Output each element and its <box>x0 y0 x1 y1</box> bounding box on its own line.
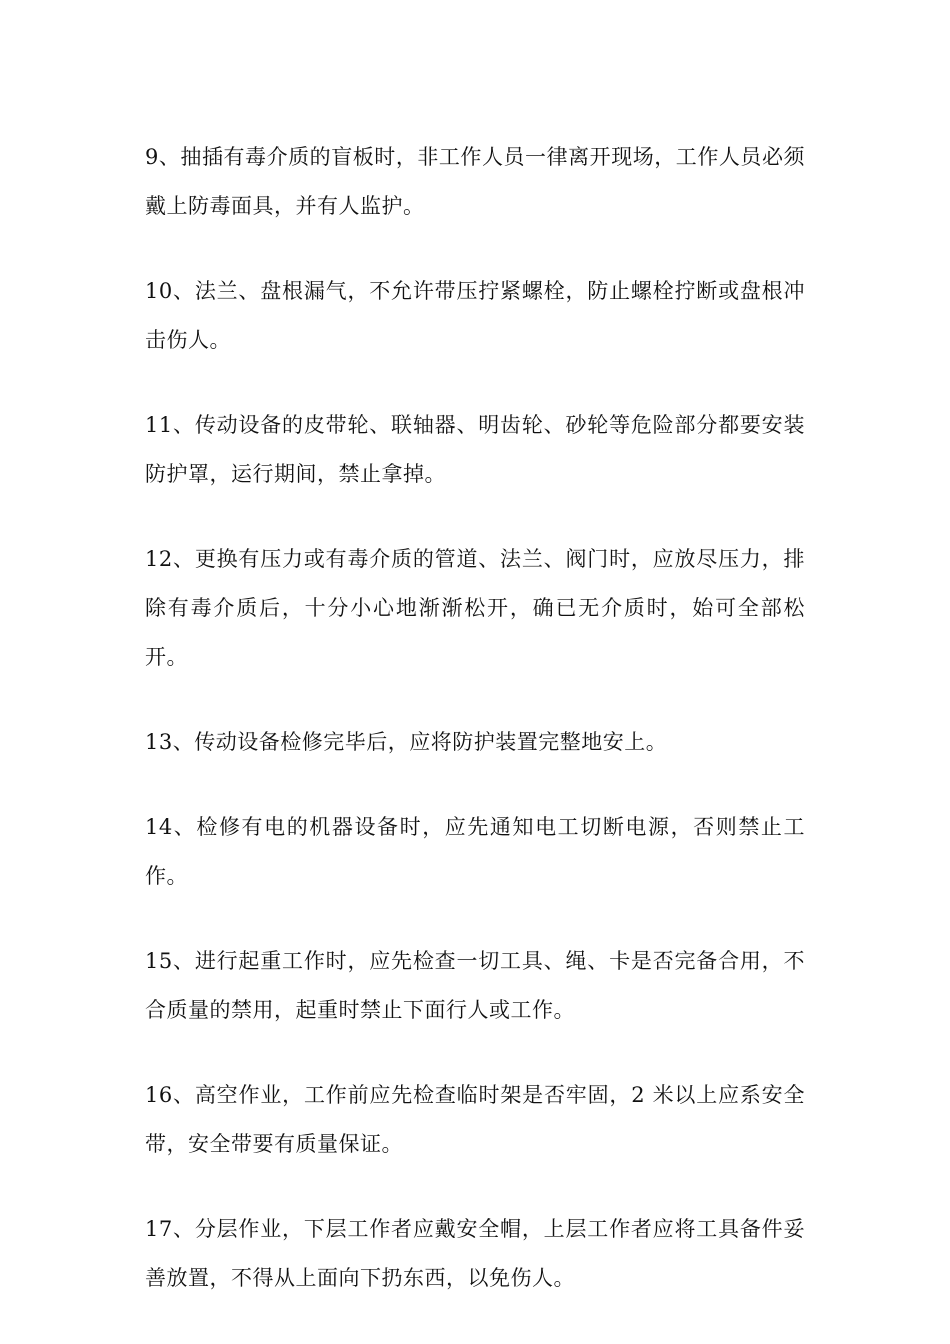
paragraph-10: 10、法兰、盘根漏气，不允许带压拧紧螺栓，防止螺栓拧断或盘根冲击伤人。 <box>145 279 805 352</box>
paragraph-9: 9、抽插有毒介质的盲板时，非工作人员一律离开现场，工作人员必须戴上防毒面具，并有人监护。 <box>145 145 805 218</box>
paragraph-13: 13、传动设备检修完毕后，应将防护装置完整地安上。 <box>145 730 668 754</box>
paragraph-12: 12、更换有压力或有毒介质的管道、法兰、阀门时，应放尽压力，排除有毒介质后，十分小心地渐渐松开，确已无介质时，始可全部松开。 <box>145 547 805 669</box>
paragraph-16: 16、高空作业，工作前应先检查临时架是否牢固，2 米以上应系安全带，安全带要有质量保证。 <box>145 1083 805 1156</box>
document-body <box>145 133 805 1339</box>
paragraph-17: 17、分层作业，下层工作者应戴安全帽，上层工作者应将工具备件妥善放置，不得从上面向下扔东西，以免伤人。 <box>145 1217 805 1290</box>
paragraph-11: 11、传动设备的皮带轮、联轴器、明齿轮、砂轮等危险部分都要安装防护罩，运行期间，禁止拿掉。 <box>145 413 805 486</box>
paragraph-14: 14、检修有电的机器设备时，应先通知电工切断电源，否则禁止工作。 <box>145 815 805 888</box>
paragraph-15: 15、进行起重工作时，应先检查一切工具、绳、卡是否完备合用，不合质量的禁用，起重时禁止下面行人或工作。 <box>145 949 805 1022</box>
